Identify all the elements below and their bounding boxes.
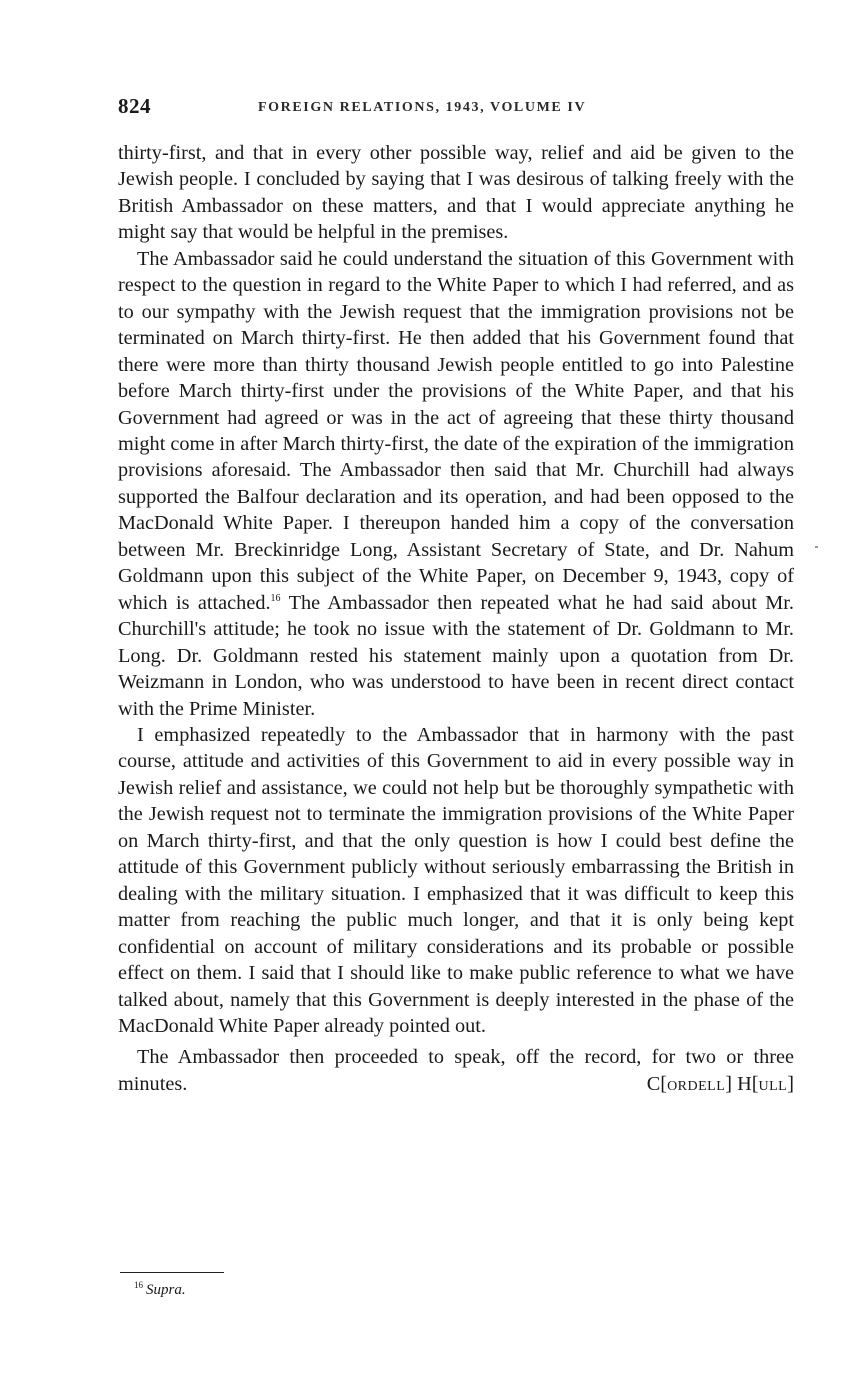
body-text (118, 140, 794, 1100)
paragraph-3: I emphasized repeatedly to the Ambassador that in harmony with the past course, attitude and activities of this Government to aid in every possible way in Jewish relief and assistance, we could not help but be thoroughly sympathetic with the Jewish request not to terminate the immigration provisions of the White Paper on March thirty-first, and that the only question is how I could best define the attitude of this Government publicly without seriously embarrassing the British in dealing with the military situation. I emphasized that it was difficult to keep this matter from reaching the public much longer, and that it is only being kept confidential on account of military considerations and its probable or possible effect on them. I said that I should like to make public reference to what we have talked about, namely that this Government is deeply interested in the phase of the MacDonald White Paper already pointed out. (118, 723, 794, 1037)
footnote-rule (120, 1272, 224, 1273)
signature-ull: ULL (758, 1078, 788, 1094)
running-head: FOREIGN RELATIONS, 1943, VOLUME IV (258, 100, 587, 115)
signature (628, 1071, 794, 1100)
footnote-number: 16 (134, 1280, 143, 1290)
signature-h: ] H[ (725, 1072, 759, 1095)
signature-c: C[ (646, 1072, 668, 1095)
page-number: 824 (118, 94, 151, 118)
signature-ordell: ORDELL (667, 1078, 726, 1094)
paragraph-1: thirty-first, and that in every other possible way, relief and aid be given to the Jewish people. I concluded by saying that I was desirous of talking freely with the British Ambassador on these matters, and that I would appreciate anything he might say that would be helpful in the premises. (118, 142, 794, 244)
footnote (134, 1282, 186, 1299)
footnote-reference: 16 (270, 592, 281, 604)
page-header (118, 94, 794, 124)
footnote-text: Supra. (146, 1282, 186, 1298)
paragraph-2-part-b: The Ambassador then repeated what he had said about Mr. Churchill's attitude; he took no issue with the statement of Dr. Goldmann to Mr. Long. Dr. Goldmann rested his statement mainly upon a quotation from Dr. Weizmann in London, who was understood to have been in recent direct contact with the Prime Minister. (118, 591, 794, 720)
paragraph-2 (118, 246, 794, 722)
paragraph-4 (118, 1044, 794, 1097)
paragraph-4-text: The Ambassador then proceeded to speak, off the record, for two or three minutes. (118, 1046, 794, 1095)
signature-close: ] (787, 1072, 794, 1095)
paragraph-2-part-a: The Ambassador said he could understand the situation of this Government with respect to the question in regard to the White Paper to which I had referred, and as to our sympathy with the Jewish request that the immigration provisions not be terminated on March thirty-first. He then added that his Government found that there were more than thirty thousand Jewish people entitled to go into Palestine before March thirty-first under the provisions of the White Paper, and that his Government had agreed or was in the act of agreeing that these thirty thousand might come in after March thirty-first, the date of the expiration of the immigration provisions aforesaid. The Ambassador then said that Mr. Churchill had always supported the Balfour declaration and its operation, and had been opposed to the MacDonald White Paper. I thereupon handed him a copy of the conversation between Mr. Breckinridge Long, Assistant Secretary of State, and Dr. Nahum Goldmann upon this subject of the White Paper, on December 9, 1943, copy of which is attached. (118, 247, 794, 614)
margin-mark (815, 546, 818, 548)
